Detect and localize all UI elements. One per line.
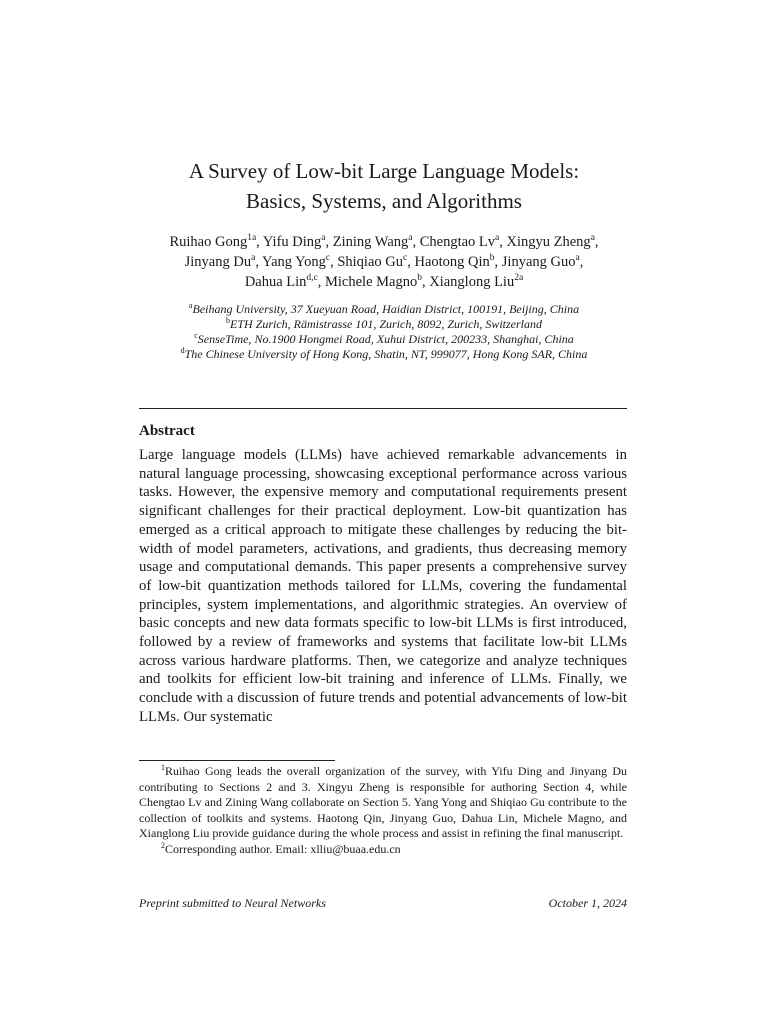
author-line-2 — [100, 252, 668, 272]
author-name: Dahua Lin — [244, 274, 307, 290]
footnote-text: Ruihao Gong leads the overall organization of the survey, with Yifu Ding and Jinyang Du contributing to Sections 2 and 3. Xingyu Zheng is responsible for authoring Section 4, while Chengtao Lv and Zining Wang collaborate on Section 5. Yang Yong and Shiqiao Gu contribute to the collection of toolkits and systems. Haotong Qin, Jinyang Guo, Dahua Lin, Michele Magno, and Xianglong Liu provide guidance during the whole process and assist in refining the final manuscript. — [139, 764, 627, 841]
footnote-divider — [139, 760, 335, 761]
affiliation-mark: c — [194, 331, 198, 340]
author-separator: , — [579, 254, 584, 270]
author-name: Shiqiao Gu — [337, 254, 403, 270]
footnote-text: Corresponding author. Email: xlliu@buaa.edu.cn — [165, 841, 401, 856]
affiliation-text: SenseTime, No.1900 Hongmei Road, Xuhui District, 200233, Shanghai, China — [197, 332, 574, 346]
author-name: Jinyang Du — [184, 254, 252, 270]
author-list — [100, 232, 668, 292]
author-affil-mark: 2a — [514, 273, 524, 284]
author-affil-mark: a — [321, 233, 326, 244]
author-name: Xianglong Liu — [429, 274, 515, 290]
abstract-heading: Abstract — [139, 423, 195, 439]
author-affil-mark: a — [251, 253, 256, 264]
author-separator: , — [594, 234, 599, 250]
author-name: Ruihao Gong — [169, 234, 248, 250]
author-separator: , — [407, 254, 415, 270]
author-separator: , — [494, 254, 502, 270]
author-name: Michele Magno — [325, 274, 418, 290]
affiliation-text: Beihang University, 37 Xueyuan Road, Haidian District, 100191, Beijing, China — [192, 302, 580, 316]
paper-title — [0, 156, 768, 216]
abstract-divider — [139, 408, 627, 409]
author-separator: , — [499, 234, 507, 250]
author-affil-mark: b — [489, 253, 495, 264]
footnote — [139, 764, 627, 842]
author-separator: , — [255, 254, 263, 270]
affiliation-mark: a — [188, 301, 193, 310]
author-name: Yang Yong — [262, 254, 326, 270]
author-affil-mark: d,c — [306, 273, 318, 284]
author-affil-mark: a — [408, 233, 413, 244]
author-separator: , — [412, 234, 420, 250]
author-affil-mark: 1a — [247, 233, 257, 244]
title-line-1: A Survey of Low-bit Large Language Models: — [188, 159, 580, 183]
author-affil-mark: a — [495, 233, 500, 244]
affiliation — [100, 332, 668, 347]
author-line-1 — [100, 232, 668, 252]
author-separator: , — [421, 274, 430, 290]
author-separator: , — [325, 234, 333, 250]
affiliation-list — [100, 302, 668, 362]
author-affil-mark: c — [403, 253, 408, 264]
footer-journal: Preprint submitted to Neural Networks — [139, 896, 326, 910]
author-name: Xingyu Zheng — [506, 234, 591, 250]
abstract-body: Large language models (LLMs) have achieved remarkable advancements in natural language processing, showcasing exceptional performance across various tasks. However, the expensive memory and computational requirements present significant challenges for their practical deployment. Low-bit quantization has emerged as a critical approach to mitigate these challenges by reducing the bit-width of model parameters, activations, and gradients, thus decreasing memory usage and computational demands. This paper presents a comprehensive survey of low-bit quantization methods tailored for LLMs, covering the fundamental principles, system implementations, and algorithmic strategies. An overview of basic concepts and new data formats specific to low-bit LLMs is first introduced, followed by a review of frameworks and systems that facilitate low-bit LLMs across various hardware platforms. Then, we categorize and analyze techniques and toolkits for efficient low-bit training and inference of LLMs. Finally, we conclude with a discussion of future trends and potential advancements of low-bit LLMs. Our systematic — [139, 447, 627, 725]
footnote-mark: 1 — [161, 763, 165, 772]
footer-date: October 1, 2024 — [548, 896, 627, 910]
author-affil-mark: a — [590, 233, 595, 244]
affiliation — [100, 302, 668, 317]
author-name: Zining Wang — [332, 234, 409, 250]
title-line-2: Basics, Systems, and Algorithms — [246, 189, 522, 213]
affiliation-mark: d — [180, 346, 185, 355]
author-separator: , — [256, 234, 263, 250]
affiliation-text: ETH Zurich, Rämistrasse 101, Zurich, 8092, Zurich, Switzerland — [229, 317, 543, 331]
author-separator: , — [317, 274, 326, 290]
affiliation — [100, 317, 668, 332]
author-affil-mark: a — [575, 253, 580, 264]
author-line-3 — [100, 272, 668, 292]
page-footer — [139, 895, 627, 911]
author-name: Jinyang Guo — [501, 254, 576, 270]
author-name: Haotong Qin — [414, 254, 490, 270]
author-affil-mark: c — [325, 253, 331, 264]
author-separator: , — [330, 254, 338, 270]
affiliation-mark: b — [225, 316, 230, 325]
footnote — [139, 842, 627, 858]
affiliation — [100, 347, 668, 362]
author-name: Yifu Ding — [262, 234, 322, 250]
author-name: Chengtao Lv — [419, 234, 496, 250]
footnote-mark: 2 — [161, 840, 165, 850]
affiliation-text: The Chinese University of Hong Kong, Shatin, NT, 999077, Hong Kong SAR, China — [184, 347, 588, 361]
footnote-list — [139, 764, 627, 858]
author-affil-mark: b — [417, 273, 422, 284]
